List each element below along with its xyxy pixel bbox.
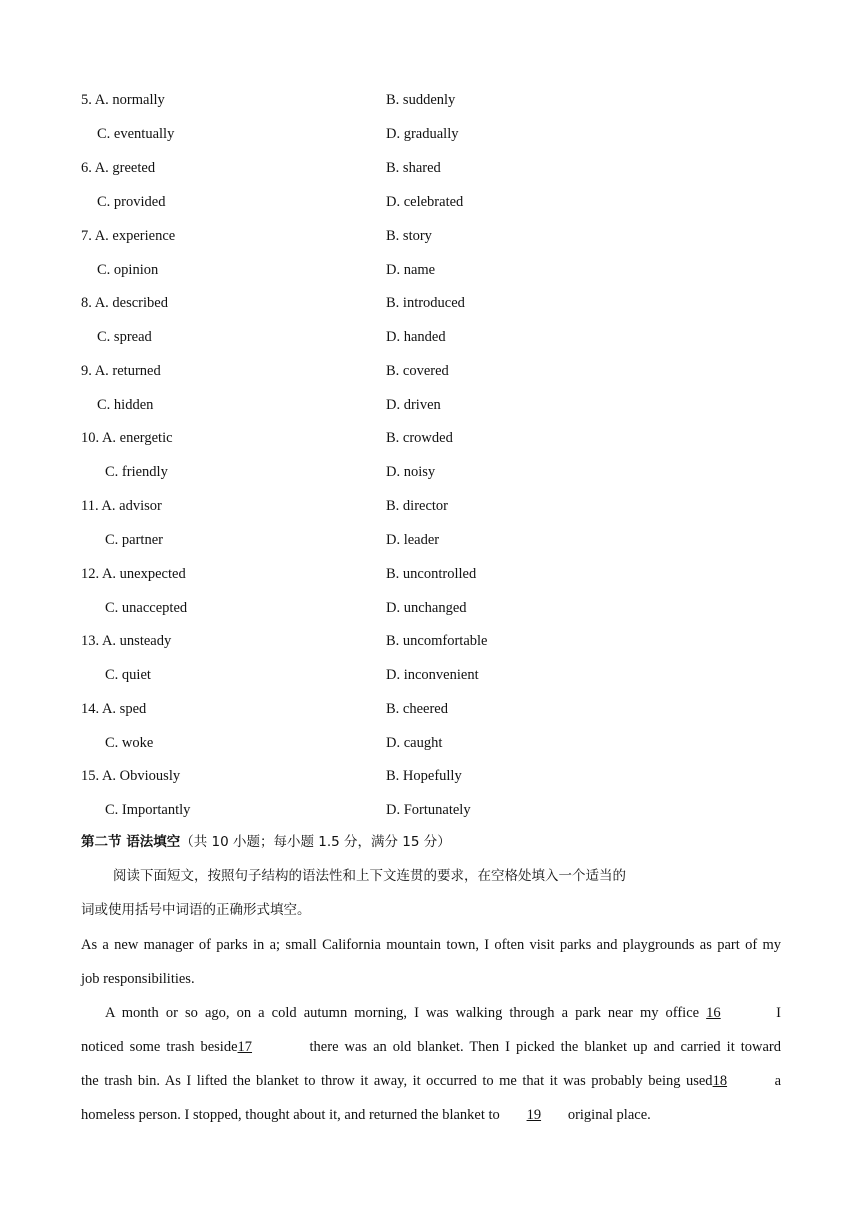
option-c: C. spread <box>97 329 152 345</box>
option-d: D. driven <box>386 397 441 413</box>
option-a: 6. A. greeted <box>81 160 156 176</box>
instruction-line-2: 词或使用括号中词语的正确形式填空。 <box>81 902 311 918</box>
option-d: D. unchanged <box>386 600 467 616</box>
option-a: 15. A. Obviously <box>81 768 181 784</box>
passage-line: homeless person. I stopped, thought about it, and returned the blanket to 19 original place. <box>81 1107 651 1123</box>
option-b: B. covered <box>386 363 449 379</box>
section-heading <box>81 832 451 852</box>
option-d: D. inconvenient <box>386 667 479 683</box>
option-b: B. introduced <box>386 295 465 311</box>
option-c: C. quiet <box>105 667 151 683</box>
option-c: C. hidden <box>97 397 154 413</box>
option-a: 8. A. described <box>81 295 168 311</box>
option-b: B. shared <box>386 160 441 176</box>
option-d: D. Fortunately <box>386 802 471 818</box>
option-a: 9. A. returned <box>81 363 161 379</box>
option-b: B. uncomfortable <box>386 633 488 649</box>
blank-17: 17 <box>237 1039 253 1055</box>
option-a: 11. A. advisor <box>81 498 162 514</box>
option-b: B. crowded <box>386 430 453 446</box>
option-c: C. eventually <box>97 126 175 142</box>
option-c: C. opinion <box>97 262 159 278</box>
option-a: 5. A. normally <box>81 92 165 108</box>
option-b: B. story <box>386 228 432 244</box>
option-b: B. suddenly <box>386 92 456 108</box>
option-d: D. gradually <box>386 126 459 142</box>
instruction-line-1: 阅读下面短文，按照句子结构的语法性和上下文连贯的要求，在空格处填入一个适当的 <box>113 868 626 884</box>
option-d: D. caught <box>386 735 443 751</box>
option-c: C. Importantly <box>105 802 191 818</box>
passage-line: the trash bin. As I lifted the blanket to throw it away, it occurred to me that it was probably being used18 a <box>81 1073 781 1089</box>
option-d: D. name <box>386 262 436 278</box>
option-c: C. provided <box>97 194 166 210</box>
option-a: 12. A. unexpected <box>81 566 186 582</box>
option-c: C. woke <box>105 735 154 751</box>
option-c: C. partner <box>105 532 163 548</box>
option-b: B. director <box>386 498 449 514</box>
section-title: 第二节 语法填空 <box>81 834 181 850</box>
option-a: 7. A. experience <box>81 228 176 244</box>
passage-line: As a new manager of parks in a; small California mountain town, I often visit parks and playgrounds as part of my <box>81 937 781 953</box>
option-d: D. leader <box>386 532 440 548</box>
option-d: D. celebrated <box>386 194 464 210</box>
passage-line: noticed some trash beside17 there was an old blanket. Then I picked the blanket up and carried it toward <box>81 1039 782 1055</box>
section-meta: （共 10 小题；每小题 1.5 分，满分 15 分） <box>180 834 451 850</box>
option-a: 13. A. unsteady <box>81 633 172 649</box>
option-b: B. cheered <box>386 701 448 717</box>
option-a: 10. A. energetic <box>81 430 173 446</box>
option-a: 14. A. sped <box>81 701 147 717</box>
option-d: D. handed <box>386 329 446 345</box>
blank-18: 18 <box>712 1073 728 1089</box>
passage-line: job responsibilities. <box>81 971 195 987</box>
option-b: B. Hopefully <box>386 768 462 784</box>
blank-16: 16 <box>706 1005 721 1021</box>
option-c: C. unaccepted <box>105 600 188 616</box>
option-c: C. friendly <box>105 464 168 480</box>
option-b: B. uncontrolled <box>386 566 477 582</box>
passage-line: A month or so ago, on a cold autumn morning, I was walking through a park near my office 16 I <box>105 1005 782 1021</box>
option-d: D. noisy <box>386 464 436 480</box>
blank-19: 19 <box>526 1107 542 1123</box>
